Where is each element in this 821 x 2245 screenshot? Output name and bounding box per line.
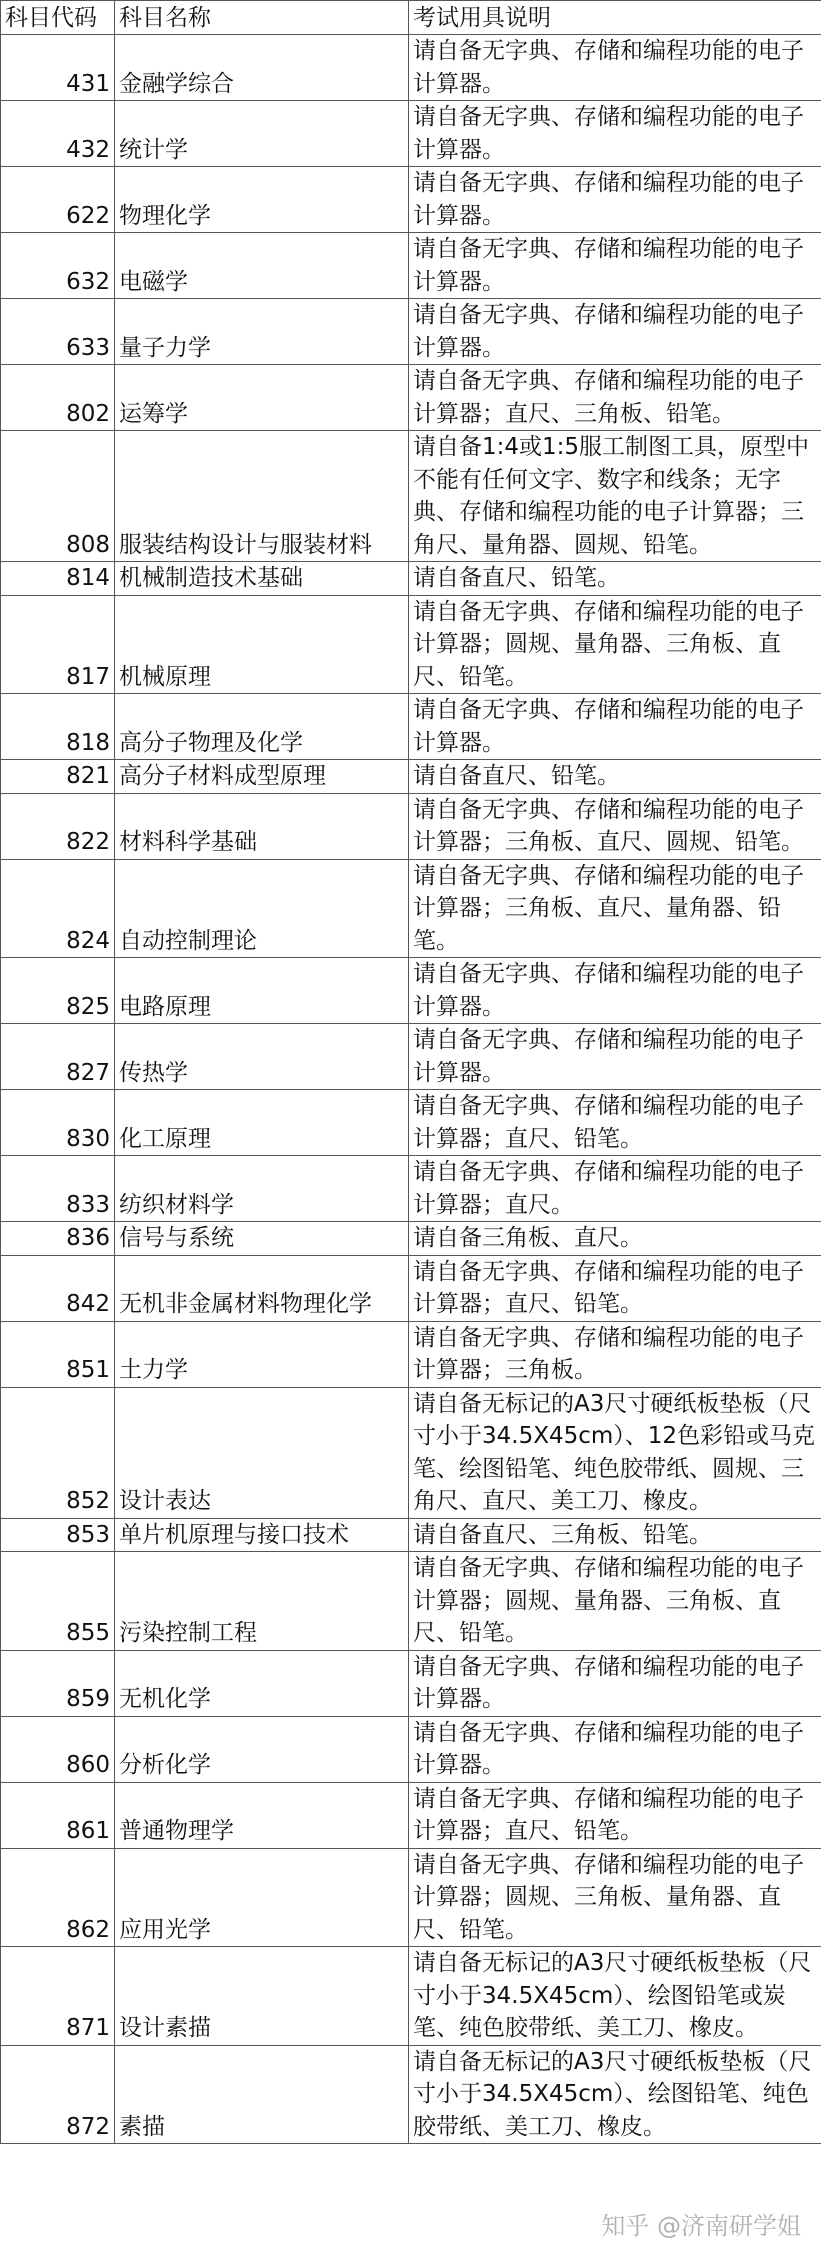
subject-name-cell: 金融学综合	[115, 35, 409, 101]
subject-name-cell: 电磁学	[115, 233, 409, 299]
subject-code-cell: 871	[1, 1947, 115, 2046]
table-row	[1, 1848, 821, 1947]
header-tools-description: 考试用具说明	[409, 1, 821, 35]
tools-description-cell: 请自备无字典、存储和编程功能的电子计算器。	[409, 167, 821, 233]
table-row	[1, 1090, 821, 1156]
table-row	[1, 167, 821, 233]
table-row	[1, 1222, 821, 1256]
tools-description-cell: 请自备直尺、铅笔。	[409, 562, 821, 596]
subject-code-cell: 808	[1, 431, 115, 562]
tools-description-cell: 请自备无字典、存储和编程功能的电子计算器。	[409, 1716, 821, 1782]
subject-name-cell: 分析化学	[115, 1716, 409, 1782]
subject-name-cell: 运筹学	[115, 365, 409, 431]
tools-description-cell: 请自备无字典、存储和编程功能的电子计算器；直尺。	[409, 1156, 821, 1222]
subject-name-cell: 信号与系统	[115, 1222, 409, 1256]
tools-description-cell: 请自备无字典、存储和编程功能的电子计算器。	[409, 958, 821, 1024]
subject-name-cell: 电路原理	[115, 958, 409, 1024]
tools-description-cell: 请自备无字典、存储和编程功能的电子计算器；圆规、量角器、三角板、直尺、铅笔。	[409, 595, 821, 694]
tools-description-cell: 请自备无字典、存储和编程功能的电子计算器。	[409, 35, 821, 101]
tools-description-cell: 请自备无字典、存储和编程功能的电子计算器。	[409, 299, 821, 365]
subject-code-cell: 632	[1, 233, 115, 299]
subject-name-cell: 自动控制理论	[115, 859, 409, 958]
subject-name-cell: 高分子材料成型原理	[115, 760, 409, 794]
subject-code-cell: 852	[1, 1387, 115, 1518]
table-row	[1, 101, 821, 167]
tools-description-cell: 请自备无标记的A3尺寸硬纸板垫板（尺寸小于34.5X45cm）、绘图铅笔、纯色胶带纸、美工刀、橡皮。	[409, 2045, 821, 2144]
subject-code-cell: 862	[1, 1848, 115, 1947]
subject-code-cell: 861	[1, 1782, 115, 1848]
subject-code-cell: 851	[1, 1321, 115, 1387]
tools-description-cell: 请自备无字典、存储和编程功能的电子计算器；直尺、铅笔。	[409, 1782, 821, 1848]
subject-code-cell: 431	[1, 35, 115, 101]
subject-name-cell: 量子力学	[115, 299, 409, 365]
subject-code-cell: 855	[1, 1552, 115, 1651]
tools-description-cell: 请自备无标记的A3尺寸硬纸板垫板（尺寸小于34.5X45cm）、12色彩铅或马克笔、绘图铅笔、纯色胶带纸、圆规、三角尺、直尺、美工刀、橡皮。	[409, 1387, 821, 1518]
subject-code-cell: 818	[1, 694, 115, 760]
tools-description-cell: 请自备无字典、存储和编程功能的电子计算器。	[409, 1650, 821, 1716]
table-header-row	[1, 1, 821, 35]
table-row	[1, 1782, 821, 1848]
tools-description-cell: 请自备无字典、存储和编程功能的电子计算器；三角板、直尺、量角器、铅笔。	[409, 859, 821, 958]
header-subject-code: 科目代码	[1, 1, 115, 35]
subject-code-cell: 833	[1, 1156, 115, 1222]
table-row	[1, 1387, 821, 1518]
tools-description-cell: 请自备无字典、存储和编程功能的电子计算器；直尺、铅笔。	[409, 1255, 821, 1321]
table-row	[1, 1321, 821, 1387]
subject-name-cell: 材料科学基础	[115, 793, 409, 859]
subject-code-cell: 824	[1, 859, 115, 958]
tools-description-cell: 请自备无字典、存储和编程功能的电子计算器；三角板、直尺、圆规、铅笔。	[409, 793, 821, 859]
table-row	[1, 1024, 821, 1090]
tools-description-cell: 请自备直尺、三角板、铅笔。	[409, 1518, 821, 1552]
subject-name-cell: 普通物理学	[115, 1782, 409, 1848]
tools-description-cell: 请自备无字典、存储和编程功能的电子计算器。	[409, 1024, 821, 1090]
subject-code-cell: 860	[1, 1716, 115, 1782]
tools-description-cell: 请自备无字典、存储和编程功能的电子计算器。	[409, 101, 821, 167]
table-row	[1, 1255, 821, 1321]
subject-name-cell: 污染控制工程	[115, 1552, 409, 1651]
subject-code-cell: 802	[1, 365, 115, 431]
subject-name-cell: 机械原理	[115, 595, 409, 694]
table-row	[1, 35, 821, 101]
tools-description-cell: 请自备三角板、直尺。	[409, 1222, 821, 1256]
tools-description-cell: 请自备无字典、存储和编程功能的电子计算器；圆规、量角器、三角板、直尺、铅笔。	[409, 1552, 821, 1651]
table-row	[1, 2045, 821, 2144]
table-row	[1, 1947, 821, 2046]
tools-description-cell: 请自备无字典、存储和编程功能的电子计算器。	[409, 694, 821, 760]
watermark: 知乎 @济南研学姐	[601, 2212, 801, 2240]
subject-code-cell: 853	[1, 1518, 115, 1552]
tools-description-cell: 请自备无字典、存储和编程功能的电子计算器；三角板。	[409, 1321, 821, 1387]
table-row	[1, 1716, 821, 1782]
subject-code-cell: 432	[1, 101, 115, 167]
tools-description-cell: 请自备无字典、存储和编程功能的电子计算器。	[409, 233, 821, 299]
header-subject-name: 科目名称	[115, 1, 409, 35]
subject-name-cell: 无机化学	[115, 1650, 409, 1716]
tools-description-cell: 请自备无字典、存储和编程功能的电子计算器；直尺、三角板、铅笔。	[409, 365, 821, 431]
subject-name-cell: 设计表达	[115, 1387, 409, 1518]
subject-code-cell: 817	[1, 595, 115, 694]
subject-code-cell: 836	[1, 1222, 115, 1256]
table-row	[1, 1552, 821, 1651]
tools-description-cell: 请自备直尺、铅笔。	[409, 760, 821, 794]
table-row	[1, 233, 821, 299]
table-row	[1, 760, 821, 794]
subject-code-cell: 821	[1, 760, 115, 794]
table-row	[1, 958, 821, 1024]
table-row	[1, 793, 821, 859]
subject-name-cell: 设计素描	[115, 1947, 409, 2046]
subject-name-cell: 纺织材料学	[115, 1156, 409, 1222]
subject-name-cell: 素描	[115, 2045, 409, 2144]
subject-code-cell: 822	[1, 793, 115, 859]
table-row	[1, 1518, 821, 1552]
table-row	[1, 1650, 821, 1716]
tools-description-cell: 请自备无字典、存储和编程功能的电子计算器；圆规、三角板、量角器、直尺、铅笔。	[409, 1848, 821, 1947]
table-row	[1, 562, 821, 596]
subject-code-cell: 633	[1, 299, 115, 365]
subject-code-cell: 872	[1, 2045, 115, 2144]
subject-code-cell: 830	[1, 1090, 115, 1156]
subject-name-cell: 单片机原理与接口技术	[115, 1518, 409, 1552]
table-row	[1, 595, 821, 694]
subject-code-cell: 622	[1, 167, 115, 233]
subject-name-cell: 土力学	[115, 1321, 409, 1387]
table-row	[1, 431, 821, 562]
table-row	[1, 859, 821, 958]
subject-name-cell: 应用光学	[115, 1848, 409, 1947]
table-body	[1, 35, 821, 2144]
subject-name-cell: 机械制造技术基础	[115, 562, 409, 596]
subject-code-cell: 842	[1, 1255, 115, 1321]
table-row	[1, 694, 821, 760]
subject-code-cell: 827	[1, 1024, 115, 1090]
subject-name-cell: 统计学	[115, 101, 409, 167]
table-row	[1, 299, 821, 365]
subject-name-cell: 服装结构设计与服装材料	[115, 431, 409, 562]
table-row	[1, 1156, 821, 1222]
tools-description-cell: 请自备无标记的A3尺寸硬纸板垫板（尺寸小于34.5X45cm）、绘图铅笔或炭笔、纯色胶带纸、美工刀、橡皮。	[409, 1947, 821, 2046]
subject-name-cell: 高分子物理及化学	[115, 694, 409, 760]
subject-code-cell: 825	[1, 958, 115, 1024]
subject-code-cell: 859	[1, 1650, 115, 1716]
subject-name-cell: 物理化学	[115, 167, 409, 233]
subject-name-cell: 化工原理	[115, 1090, 409, 1156]
tools-description-cell: 请自备无字典、存储和编程功能的电子计算器；直尺、铅笔。	[409, 1090, 821, 1156]
tools-description-cell: 请自备1:4或1:5服工制图工具，原型中不能有任何文字、数字和线条；无字典、存储和编程功能的电子计算器；三角尺、量角器、圆规、铅笔。	[409, 431, 821, 562]
table-row	[1, 365, 821, 431]
subject-code-cell: 814	[1, 562, 115, 596]
subject-name-cell: 传热学	[115, 1024, 409, 1090]
subject-name-cell: 无机非金属材料物理化学	[115, 1255, 409, 1321]
